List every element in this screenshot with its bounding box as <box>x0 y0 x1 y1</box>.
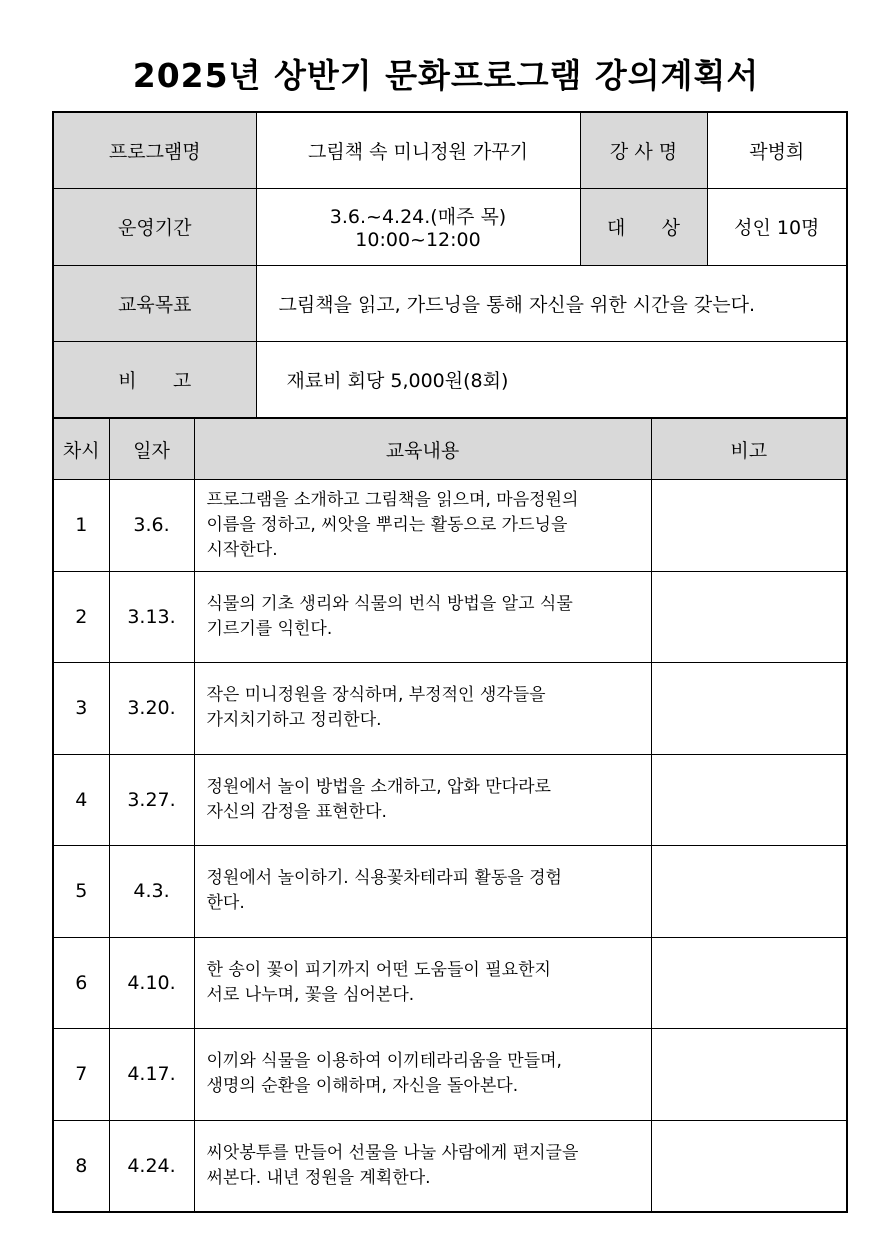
session-content <box>194 663 651 755</box>
session-content <box>194 937 651 1029</box>
content-line: 정원에서 놀이 방법을 소개하고, 압화 만다라로 <box>206 776 551 797</box>
program-name-label: 프로그램명 <box>53 112 256 188</box>
instructor-value: 곽병희 <box>707 112 847 188</box>
table-row <box>53 571 847 663</box>
table-row <box>53 937 847 1029</box>
table-row <box>53 1120 847 1212</box>
table-row <box>53 1029 847 1121</box>
session-date: 3.20. <box>109 663 194 755</box>
session-note <box>651 571 847 663</box>
content-line: 한다. <box>206 893 245 914</box>
table-row <box>53 754 847 846</box>
session-number: 1 <box>53 480 109 572</box>
content-line: 써본다. 내년 정원을 계획한다. <box>206 1167 431 1188</box>
session-note <box>651 937 847 1029</box>
session-note <box>651 754 847 846</box>
content-line: 생명의 순환을 이해하며, 자신을 돌아본다. <box>206 1076 519 1097</box>
session-number: 2 <box>53 571 109 663</box>
session-date: 3.6. <box>109 480 194 572</box>
session-content <box>194 1120 651 1212</box>
session-content <box>194 571 651 663</box>
goal-value: 그림책을 읽고, 가드닝을 통해 자신을 위한 시간을 갖는다. <box>256 265 847 341</box>
session-date: 4.17. <box>109 1029 194 1121</box>
content-line: 정원에서 놀이하기. 식용꽃차테라피 활동을 경험 <box>206 868 562 889</box>
content-line: 자신의 감정을 표현한다. <box>206 801 387 822</box>
period-label: 운영기간 <box>53 188 256 265</box>
schedule-table <box>52 418 848 1213</box>
content-line: 씨앗봉투를 만들어 선물을 나눌 사람에게 편지글을 <box>206 1142 579 1163</box>
session-note <box>651 663 847 755</box>
session-content <box>194 1029 651 1121</box>
note-label: 비 고 <box>53 341 256 418</box>
target-value: 성인 10명 <box>707 188 847 265</box>
session-content <box>194 846 651 938</box>
session-note <box>651 1029 847 1121</box>
session-content <box>194 754 651 846</box>
content-line: 시작한다. <box>206 539 278 560</box>
period-time: 10:00~12:00 <box>355 229 481 251</box>
table-row <box>53 846 847 938</box>
session-date: 4.3. <box>109 846 194 938</box>
session-content <box>194 480 651 572</box>
session-date: 3.27. <box>109 754 194 846</box>
content-line: 프로그램을 소개하고 그림책을 읽으며, 마음정원의 <box>206 489 579 510</box>
goal-label: 교육목표 <box>53 265 256 341</box>
session-number: 4 <box>53 754 109 846</box>
header-note: 비고 <box>651 419 847 480</box>
session-note <box>651 846 847 938</box>
session-number: 5 <box>53 846 109 938</box>
content-line: 기르기를 익힌다. <box>206 618 333 639</box>
session-note <box>651 480 847 572</box>
target-label: 대 상 <box>580 188 707 265</box>
session-date: 3.13. <box>109 571 194 663</box>
program-name-value: 그림책 속 미니정원 가꾸기 <box>256 112 580 188</box>
note-value: 재료비 회당 5,000원(8회) <box>256 341 847 418</box>
session-number: 6 <box>53 937 109 1029</box>
table-row <box>53 480 847 572</box>
session-date: 4.10. <box>109 937 194 1029</box>
instructor-label: 강 사 명 <box>580 112 707 188</box>
content-line: 식물의 기초 생리와 식물의 번식 방법을 알고 식물 <box>206 593 573 614</box>
content-line: 이름을 정하고, 씨앗을 뿌리는 활동으로 가드닝을 <box>206 514 568 535</box>
header-session: 차시 <box>53 419 109 480</box>
content-line: 이끼와 식물을 이용하여 이끼테라리움을 만들며, <box>206 1051 562 1072</box>
session-number: 3 <box>53 663 109 755</box>
period-value <box>256 188 580 265</box>
content-line: 서로 나누며, 꽃을 심어본다. <box>206 984 415 1005</box>
session-date: 4.24. <box>109 1120 194 1212</box>
content-line: 한 송이 꽃이 피기까지 어떤 도움들이 필요한지 <box>206 959 551 980</box>
header-content: 교육내용 <box>194 419 651 480</box>
program-info-table <box>52 111 848 419</box>
session-number: 8 <box>53 1120 109 1212</box>
period-dates: 3.6.~4.24.(매주 목) <box>329 206 507 228</box>
content-line: 작은 미니정원을 장식하며, 부정적인 생각들을 <box>206 685 546 706</box>
header-date: 일자 <box>109 419 194 480</box>
table-row <box>53 663 847 755</box>
content-line: 가지치기하고 정리한다. <box>206 710 382 731</box>
page-title: 2025년 상반기 문화프로그램 강의계획서 <box>132 56 760 95</box>
session-note <box>651 1120 847 1212</box>
session-number: 7 <box>53 1029 109 1121</box>
